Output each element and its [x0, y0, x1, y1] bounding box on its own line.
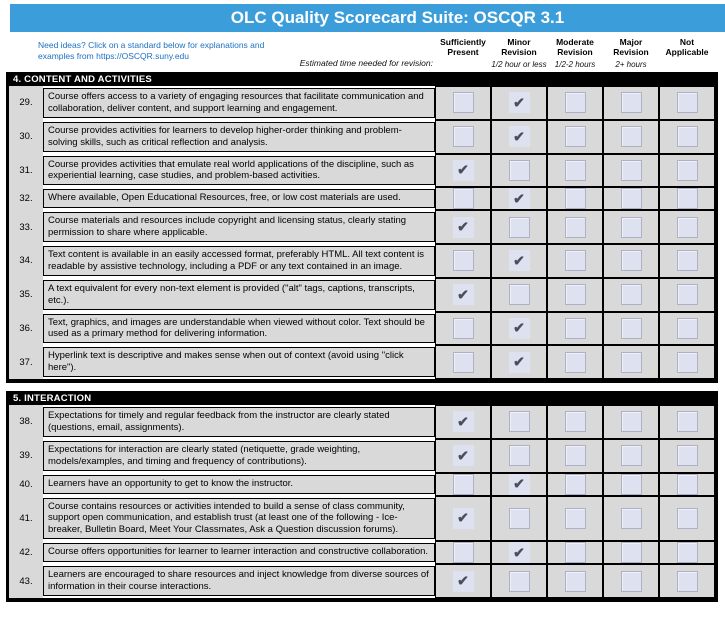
check-cell-moderate-revision [547, 120, 603, 154]
standard-cell [43, 439, 435, 473]
check-cell-sufficiently-present [435, 345, 491, 379]
title-bar [10, 4, 725, 32]
column-header-not-applicable: Not Applicable [665, 37, 709, 58]
checkbox-moderate-revision[interactable] [565, 126, 586, 147]
check-cell-minor-revision [491, 564, 547, 598]
checkbox-not-applicable[interactable] [677, 318, 698, 339]
check-cell-not-applicable [659, 312, 715, 346]
check-icon: ✔ [457, 447, 469, 464]
checkbox-sufficiently-present[interactable] [453, 411, 474, 432]
check-cell-major-revision [603, 154, 659, 188]
checkbox-not-applicable[interactable] [677, 126, 698, 147]
check-icon: ✔ [457, 509, 469, 526]
check-cell-moderate-revision [547, 345, 603, 379]
checkbox-moderate-revision[interactable] [565, 352, 586, 373]
check-cell-sufficiently-present [435, 120, 491, 154]
row-number: 29. [9, 86, 43, 120]
check-cell-minor-revision [491, 120, 547, 154]
checkbox-moderate-revision[interactable] [565, 445, 586, 466]
checkbox-not-applicable[interactable] [677, 92, 698, 113]
checkbox-sufficiently-present[interactable] [453, 474, 474, 495]
check-cell-major-revision [603, 210, 659, 244]
table-row [9, 154, 715, 188]
row-number: 37. [9, 345, 43, 379]
row-number: 43. [9, 564, 43, 598]
checkbox-minor-revision[interactable] [509, 318, 530, 339]
check-cell-not-applicable [659, 278, 715, 312]
checkbox-moderate-revision[interactable] [565, 508, 586, 529]
check-cell-major-revision [603, 405, 659, 439]
table-row [9, 278, 715, 312]
checkbox-sufficiently-present[interactable] [453, 92, 474, 113]
checkbox-moderate-revision[interactable] [565, 284, 586, 305]
standard-text[interactable]: Learners are encouraged to share resources and inject knowledge from diverse sources of information in their course interactions. [43, 566, 435, 596]
check-cell-sufficiently-present [435, 439, 491, 473]
check-cell-sufficiently-present [435, 405, 491, 439]
checkbox-major-revision[interactable] [621, 160, 642, 181]
check-cell-major-revision [603, 278, 659, 312]
column-header-sufficiently-present: Sufficiently Present [440, 37, 486, 58]
checkbox-major-revision[interactable] [621, 571, 642, 592]
check-cell-moderate-revision [547, 187, 603, 210]
check-cell-major-revision [603, 541, 659, 564]
standard-cell [43, 496, 435, 542]
sections [6, 72, 718, 610]
check-cell-sufficiently-present [435, 541, 491, 564]
check-cell-moderate-revision [547, 154, 603, 188]
standard-cell [43, 154, 435, 188]
table-row [9, 439, 715, 473]
checkbox-not-applicable[interactable] [677, 160, 698, 181]
check-icon: ✔ [513, 475, 525, 492]
standard-text[interactable]: Text, graphics, and images are understandable when viewed without color. Text should be used as a primary method for delivering information. [43, 314, 435, 344]
row-number: 40. [9, 473, 43, 496]
checkbox-minor-revision[interactable] [509, 445, 530, 466]
section-4-content-and-activities [6, 72, 718, 383]
check-cell-major-revision [603, 120, 659, 154]
checkbox-moderate-revision[interactable] [565, 250, 586, 271]
check-cell-major-revision [603, 244, 659, 278]
checkbox-minor-revision[interactable] [509, 474, 530, 495]
checkbox-minor-revision[interactable] [509, 92, 530, 113]
standard-text[interactable]: Course contains resources or activities intended to build a sense of class community, support open communication, and establish trust (at least one of the following - Ice-breaker, Bulletin Board, Meet Your Classmates, Ask a Question discussion forums). [43, 498, 435, 540]
standard-cell [43, 120, 435, 154]
check-icon: ✔ [457, 161, 469, 178]
check-cell-moderate-revision [547, 439, 603, 473]
checkbox-moderate-revision[interactable] [565, 411, 586, 432]
table-row [9, 312, 715, 346]
checkbox-major-revision[interactable] [621, 352, 642, 373]
checkbox-sufficiently-present[interactable] [453, 508, 474, 529]
check-cell-minor-revision [491, 154, 547, 188]
checkbox-sufficiently-present[interactable] [453, 571, 474, 592]
check-cell-moderate-revision [547, 312, 603, 346]
checkbox-minor-revision[interactable] [509, 284, 530, 305]
check-cell-minor-revision [491, 473, 547, 496]
table-row [9, 86, 715, 120]
check-cell-minor-revision [491, 278, 547, 312]
standard-cell [43, 541, 435, 564]
checkbox-sufficiently-present[interactable] [453, 542, 474, 563]
check-cell-major-revision [603, 473, 659, 496]
estimated-time-label: Estimated time needed for revision: [299, 58, 433, 68]
table-row [9, 473, 715, 496]
standard-text[interactable]: Course materials and resources include copyright and licensing status, clearly stating permission to share where applicable. [43, 212, 435, 242]
section-5-interaction [6, 391, 718, 602]
row-number: 34. [9, 244, 43, 278]
checkbox-minor-revision[interactable] [509, 188, 530, 209]
standard-cell [43, 210, 435, 244]
table-row [9, 496, 715, 542]
standard-cell [43, 345, 435, 379]
section-heading: 5. INTERACTION [9, 391, 715, 405]
checkbox-not-applicable[interactable] [677, 508, 698, 529]
row-number: 41. [9, 496, 43, 542]
row-number: 35. [9, 278, 43, 312]
checkbox-minor-revision[interactable] [509, 352, 530, 373]
page-title: OLC Quality Scorecard Suite: OSCQR 3.1 [230, 8, 565, 27]
check-cell-not-applicable [659, 473, 715, 496]
checkbox-sufficiently-present[interactable] [453, 284, 474, 305]
row-number: 36. [9, 312, 43, 346]
checkbox-sufficiently-present[interactable] [453, 160, 474, 181]
checkbox-not-applicable[interactable] [677, 250, 698, 271]
checkbox-sufficiently-present[interactable] [453, 217, 474, 238]
check-cell-not-applicable [659, 405, 715, 439]
checkbox-minor-revision[interactable] [509, 126, 530, 147]
check-cell-major-revision [603, 86, 659, 120]
check-cell-sufficiently-present [435, 312, 491, 346]
standard-text[interactable]: Course provides activities for learners to develop higher-order thinking and problem-solving skills, such as critical reflection and analysis. [43, 122, 435, 152]
row-number: 32. [9, 187, 43, 210]
check-cell-not-applicable [659, 187, 715, 210]
standard-text[interactable]: Course provides activities that emulate real world applications of the discipline, such as experiential learning, case studies, and problem-based activities. [43, 156, 435, 186]
check-cell-minor-revision [491, 244, 547, 278]
checkbox-minor-revision[interactable] [509, 217, 530, 238]
checkbox-moderate-revision[interactable] [565, 474, 586, 495]
checkbox-not-applicable[interactable] [677, 474, 698, 495]
row-number: 33. [9, 210, 43, 244]
time-label-major-revision: 2+ hours [615, 60, 647, 69]
standard-text[interactable]: Text content is available in an easily accessed format, preferably HTML. All text content is readable by assistive technology, including a PDF or any text contained in an image. [43, 246, 435, 276]
check-cell-major-revision [603, 496, 659, 542]
checkbox-moderate-revision[interactable] [565, 542, 586, 563]
standard-cell [43, 278, 435, 312]
checkbox-major-revision[interactable] [621, 250, 642, 271]
check-cell-sufficiently-present [435, 86, 491, 120]
row-number: 42. [9, 541, 43, 564]
check-cell-moderate-revision [547, 541, 603, 564]
standard-text[interactable]: Learners have an opportunity to get to know the instructor. [43, 475, 435, 494]
standard-text[interactable]: Course offers opportunities for learner to learner interaction and constructive collaboration. [43, 543, 435, 562]
checkbox-major-revision[interactable] [621, 445, 642, 466]
table-row [9, 345, 715, 379]
section-heading: 4. CONTENT AND ACTIVITIES [9, 72, 715, 86]
checkbox-major-revision[interactable] [621, 126, 642, 147]
checkbox-major-revision[interactable] [621, 217, 642, 238]
check-cell-sufficiently-present [435, 278, 491, 312]
checkbox-sufficiently-present[interactable] [453, 445, 474, 466]
standard-text[interactable]: Course offers access to a variety of engaging resources that facilitate communication and collaboration, deliver content, and support learning and engagement. [43, 88, 435, 118]
check-cell-sufficiently-present [435, 473, 491, 496]
check-cell-minor-revision [491, 496, 547, 542]
check-icon: ✔ [513, 252, 525, 269]
checkbox-moderate-revision[interactable] [565, 571, 586, 592]
check-cell-not-applicable [659, 496, 715, 542]
standard-text[interactable]: Expectations for interaction are clearly stated (netiquette, grade weighting, models/examples, and timing and frequency of contributions). [43, 441, 435, 471]
time-label-moderate-revision: 1/2-2 hours [554, 60, 596, 69]
table-row [9, 564, 715, 598]
check-cell-not-applicable [659, 120, 715, 154]
check-cell-not-applicable [659, 244, 715, 278]
check-cell-minor-revision [491, 405, 547, 439]
check-cell-major-revision [603, 345, 659, 379]
check-icon: ✔ [513, 544, 525, 561]
row-number: 31. [9, 154, 43, 188]
row-number: 39. [9, 439, 43, 473]
checkbox-major-revision[interactable] [621, 284, 642, 305]
check-cell-not-applicable [659, 154, 715, 188]
check-cell-moderate-revision [547, 86, 603, 120]
column-header-major-revision: Major Revision [613, 37, 649, 58]
checkbox-not-applicable[interactable] [677, 284, 698, 305]
check-cell-minor-revision [491, 210, 547, 244]
column-header-moderate-revision: Moderate Revision [556, 37, 594, 58]
check-cell-sufficiently-present [435, 244, 491, 278]
check-icon: ✔ [457, 286, 469, 303]
standard-cell [43, 564, 435, 598]
check-icon: ✔ [457, 218, 469, 235]
check-cell-not-applicable [659, 345, 715, 379]
checkbox-moderate-revision[interactable] [565, 92, 586, 113]
check-cell-minor-revision [491, 187, 547, 210]
check-cell-moderate-revision [547, 564, 603, 598]
checkbox-not-applicable[interactable] [677, 352, 698, 373]
standard-cell [43, 187, 435, 210]
check-cell-moderate-revision [547, 496, 603, 542]
check-icon: ✔ [513, 319, 525, 336]
checkbox-minor-revision[interactable] [509, 542, 530, 563]
check-cell-not-applicable [659, 439, 715, 473]
checkbox-minor-revision[interactable] [509, 160, 530, 181]
checkbox-minor-revision[interactable] [509, 571, 530, 592]
check-cell-major-revision [603, 187, 659, 210]
check-cell-moderate-revision [547, 405, 603, 439]
checkbox-minor-revision[interactable] [509, 250, 530, 271]
check-icon: ✔ [513, 128, 525, 145]
check-cell-sufficiently-present [435, 154, 491, 188]
standard-text[interactable]: Expectations for timely and regular feedback from the instructor are clearly stated (questions, email, assignments). [43, 407, 435, 437]
checkbox-not-applicable[interactable] [677, 188, 698, 209]
checkbox-sufficiently-present[interactable] [453, 318, 474, 339]
check-cell-sufficiently-present [435, 564, 491, 598]
column-header-minor-revision: Minor Revision [501, 37, 537, 58]
check-cell-major-revision [603, 564, 659, 598]
checkbox-major-revision[interactable] [621, 508, 642, 529]
check-cell-minor-revision [491, 345, 547, 379]
check-cell-not-applicable [659, 86, 715, 120]
check-icon: ✔ [457, 572, 469, 589]
checkbox-not-applicable[interactable] [677, 411, 698, 432]
checkbox-sufficiently-present[interactable] [453, 352, 474, 373]
checkbox-major-revision[interactable] [621, 92, 642, 113]
table-row [9, 244, 715, 278]
check-cell-minor-revision [491, 86, 547, 120]
row-number: 38. [9, 405, 43, 439]
checkbox-moderate-revision[interactable] [565, 188, 586, 209]
checkbox-sufficiently-present[interactable] [453, 188, 474, 209]
checkbox-not-applicable[interactable] [677, 445, 698, 466]
standard-cell [43, 244, 435, 278]
standard-cell [43, 86, 435, 120]
check-cell-moderate-revision [547, 210, 603, 244]
check-cell-minor-revision [491, 439, 547, 473]
checkbox-major-revision[interactable] [621, 474, 642, 495]
checkbox-moderate-revision[interactable] [565, 318, 586, 339]
check-icon: ✔ [513, 353, 525, 370]
table-row [9, 120, 715, 154]
need-ideas-link[interactable]: Need ideas? Click on a standard below for explanations and examples from https://OSCQR.suny.edu [38, 40, 265, 62]
check-cell-moderate-revision [547, 244, 603, 278]
checkbox-sufficiently-present[interactable] [453, 126, 474, 147]
check-icon: ✔ [457, 413, 469, 430]
standard-text[interactable]: A text equivalent for every non-text element is provided ("alt" tags, captions, transcripts, etc.). [43, 280, 435, 310]
check-cell-minor-revision [491, 541, 547, 564]
checkbox-moderate-revision[interactable] [565, 160, 586, 181]
time-label-minor-revision: 1/2 hour or less [491, 60, 547, 69]
check-cell-not-applicable [659, 564, 715, 598]
check-cell-not-applicable [659, 210, 715, 244]
check-cell-moderate-revision [547, 278, 603, 312]
checkbox-not-applicable[interactable] [677, 217, 698, 238]
check-cell-sufficiently-present [435, 210, 491, 244]
checkbox-not-applicable[interactable] [677, 542, 698, 563]
standard-cell [43, 312, 435, 346]
standard-cell [43, 405, 435, 439]
checkbox-major-revision[interactable] [621, 542, 642, 563]
checkbox-major-revision[interactable] [621, 188, 642, 209]
table-row [9, 405, 715, 439]
standard-cell [43, 473, 435, 496]
standard-text[interactable]: Hyperlink text is descriptive and makes sense when out of context (avoid using "click here"). [43, 347, 435, 377]
check-cell-minor-revision [491, 312, 547, 346]
check-icon: ✔ [513, 94, 525, 111]
table-row [9, 210, 715, 244]
check-icon: ✔ [513, 190, 525, 207]
checkbox-minor-revision[interactable] [509, 411, 530, 432]
check-cell-sufficiently-present [435, 496, 491, 542]
checkbox-sufficiently-present[interactable] [453, 250, 474, 271]
checkbox-minor-revision[interactable] [509, 508, 530, 529]
check-cell-major-revision [603, 439, 659, 473]
row-number: 30. [9, 120, 43, 154]
checkbox-major-revision[interactable] [621, 318, 642, 339]
check-cell-not-applicable [659, 541, 715, 564]
check-cell-major-revision [603, 312, 659, 346]
check-cell-sufficiently-present [435, 187, 491, 210]
checkbox-moderate-revision[interactable] [565, 217, 586, 238]
standard-text[interactable]: Where available, Open Educational Resources, free, or low cost materials are used. [43, 189, 435, 208]
table-row [9, 187, 715, 210]
checkbox-major-revision[interactable] [621, 411, 642, 432]
table-row [9, 541, 715, 564]
checkbox-not-applicable[interactable] [677, 571, 698, 592]
check-cell-moderate-revision [547, 473, 603, 496]
